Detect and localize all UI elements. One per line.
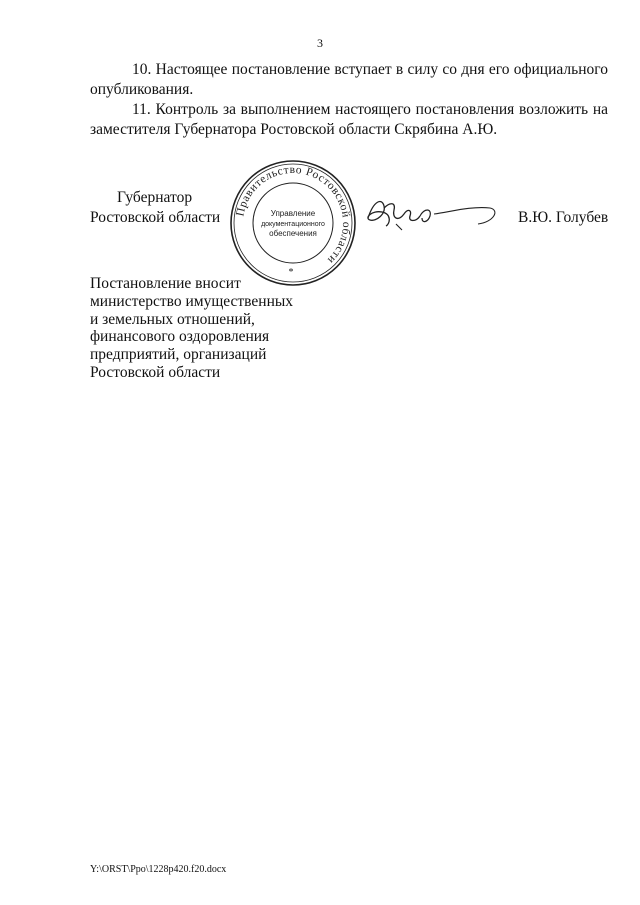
page-number: 3 [317, 36, 323, 50]
governor-title-line2: Ростовской области [90, 209, 221, 226]
official-seal [228, 158, 358, 288]
contributor-note-line: финансового оздоровления [90, 328, 270, 346]
contributor-note-line: предприятий, организаций [90, 346, 267, 364]
seal-star: * [288, 267, 294, 278]
contributor-note-line: министерство имущественных [90, 292, 294, 310]
contributor-note-line: Ростовской области [90, 363, 221, 381]
handwritten-signature [360, 188, 500, 238]
contributor-note-line: и земельных отношений, [90, 310, 255, 328]
paragraph-11 [90, 100, 608, 140]
paragraph-10 [90, 60, 608, 100]
governor-name: В.Ю. Голубев [518, 209, 609, 226]
paragraph-10-text: 10. Настоящее постановление вступает в силу со дня его официального опубликования. [90, 61, 608, 98]
governor-title-line1: Губернатор [117, 189, 193, 206]
contributor-note-line: Постановление вносит [90, 275, 241, 292]
seal-inner-line2: документационного [261, 221, 325, 228]
seal-inner-line3: обеспечения [269, 229, 317, 238]
governor-title [90, 188, 220, 228]
seal-inner-line1: Управление [270, 209, 316, 218]
seal-outer-text: Правительство Ростовской области [234, 163, 353, 267]
contributor-note [90, 275, 293, 382]
file-path: Y:\ORST\Ppo\1228p420.f20.docx [90, 864, 227, 875]
paragraph-11-text: 11. Контроль за выполнением настоящего постановления возложить на заместителя Губернатора Ростовской области Скрябина А.Ю. [90, 101, 608, 138]
